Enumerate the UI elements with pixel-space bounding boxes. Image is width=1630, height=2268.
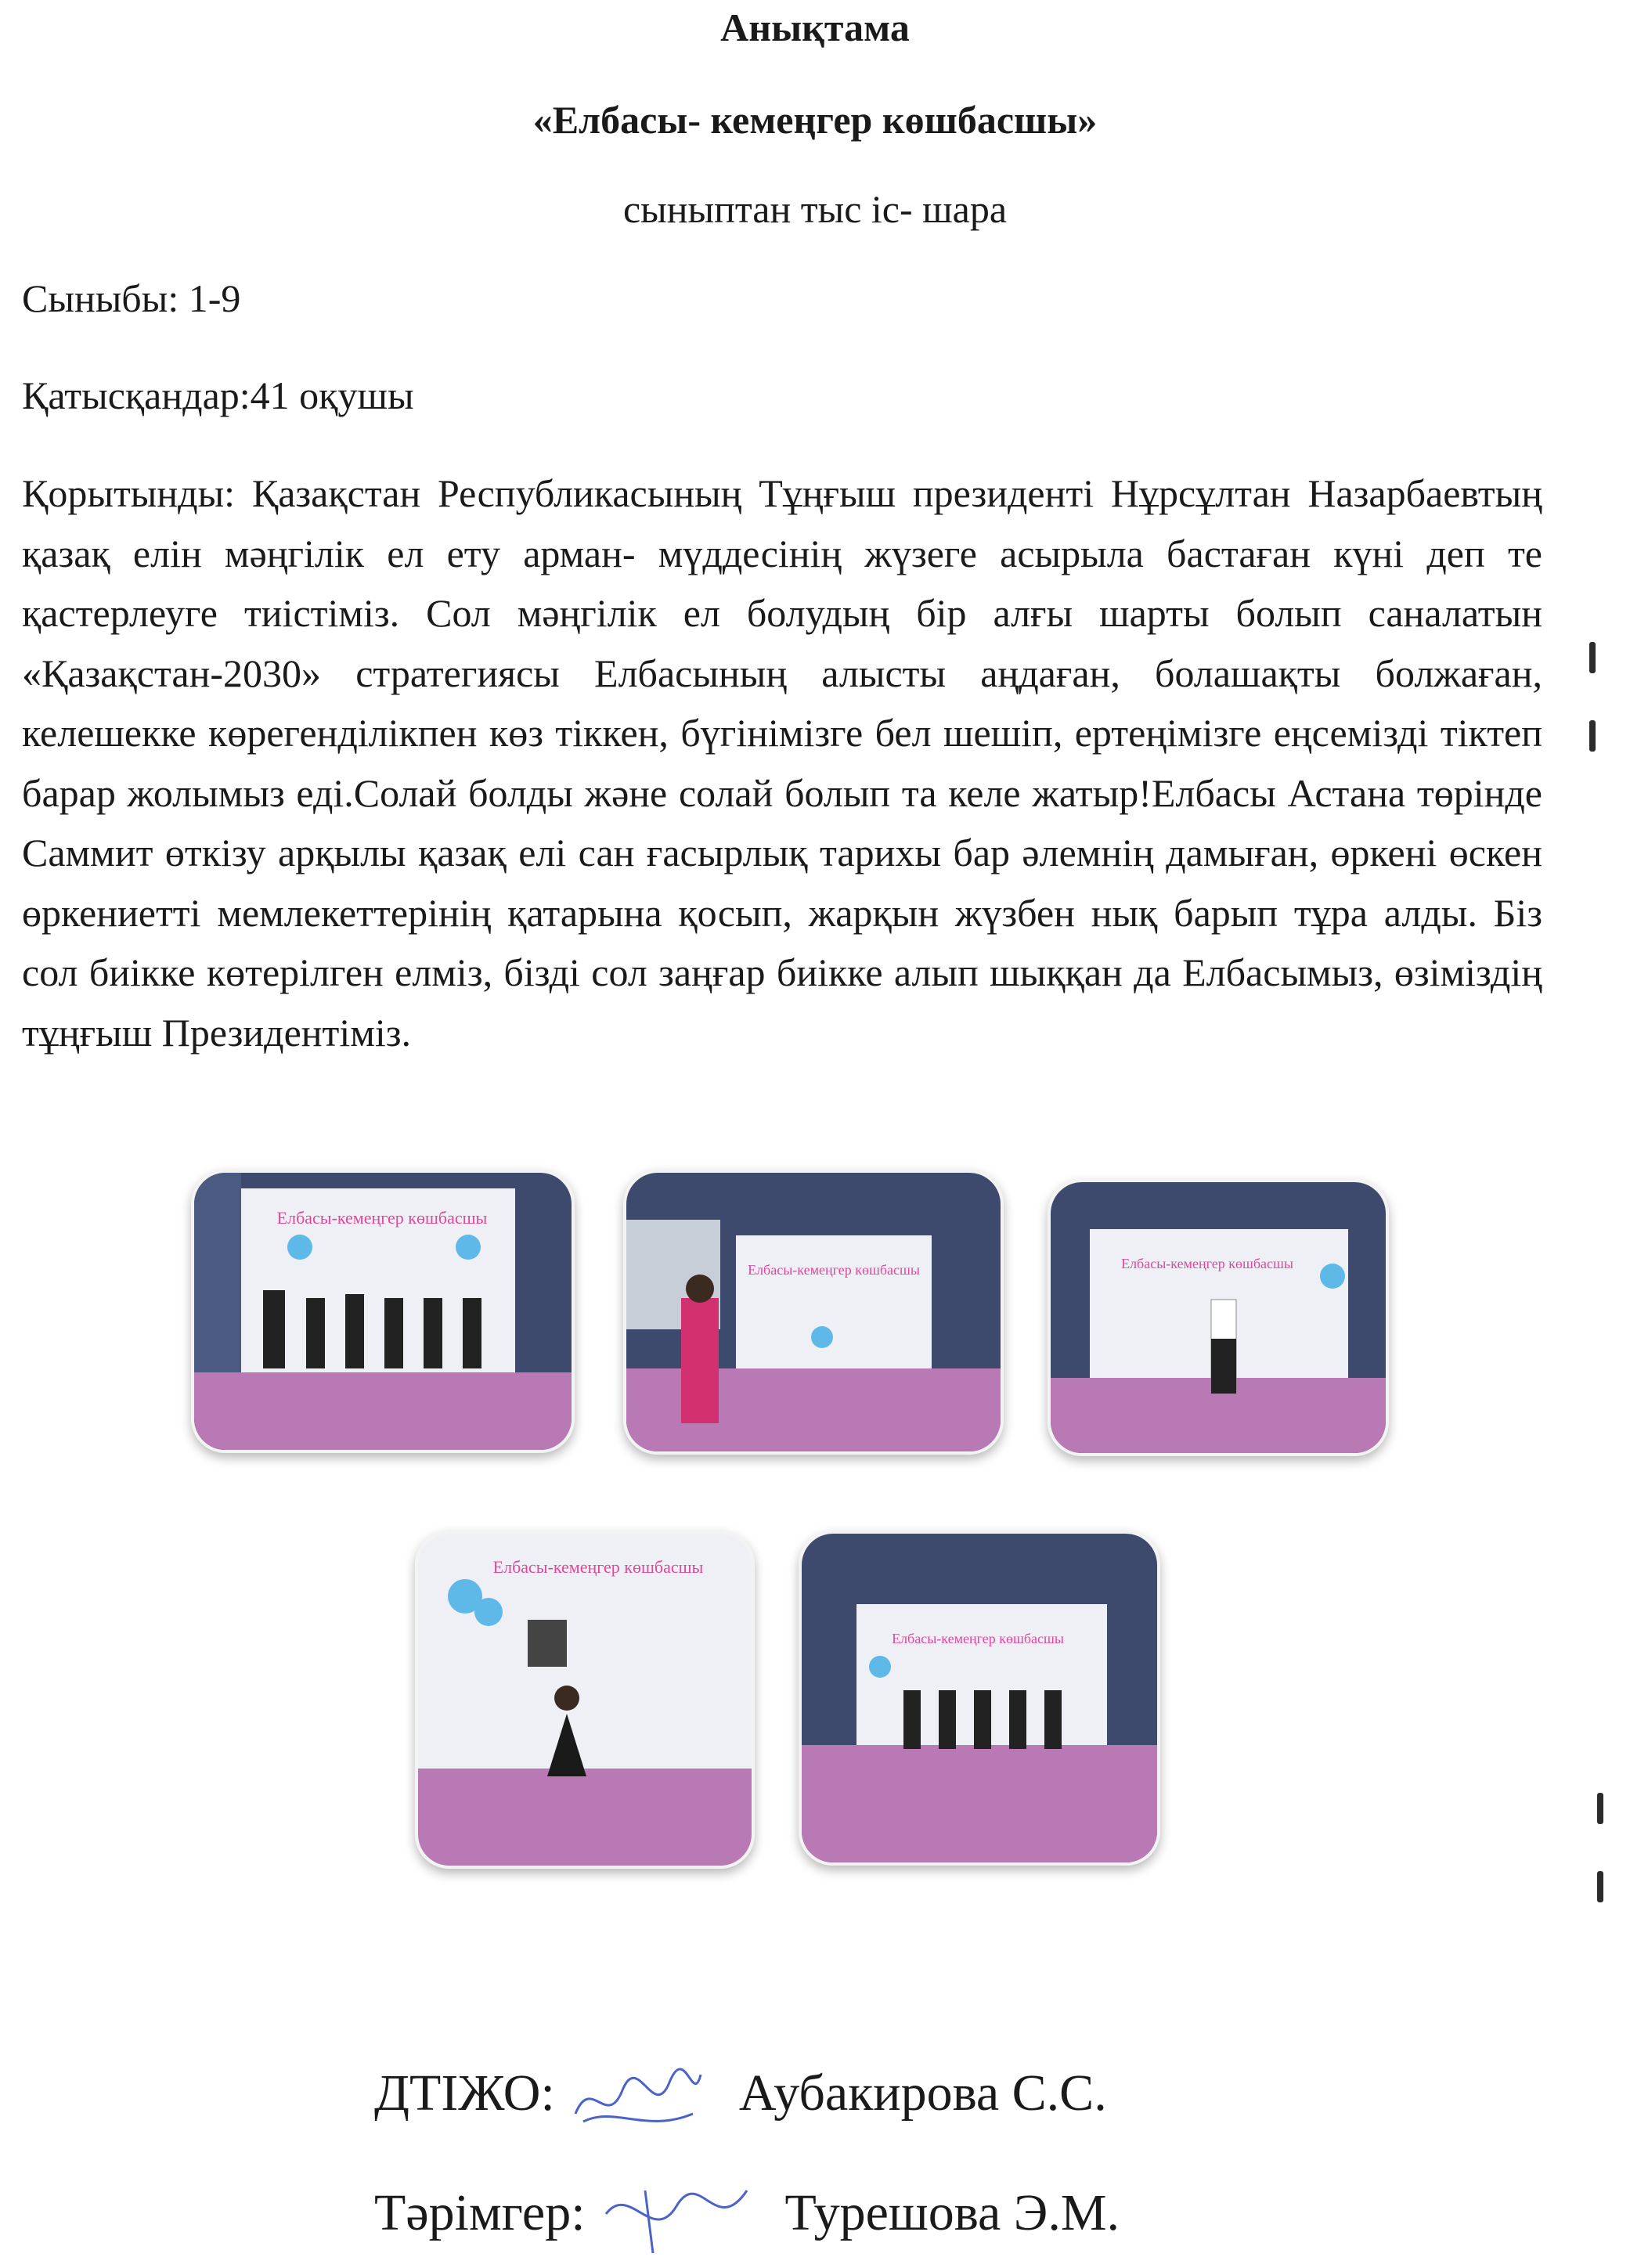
staple-mark [1597,1871,1603,1902]
banner-text: Елбасы-кемеңгер көшбасшы [892,1631,1064,1646]
signature-role: Тәрімгер: [374,2184,586,2242]
banner-text: Елбасы-кемеңгер көшбасшы [748,1262,920,1278]
signature-row-2 [374,2175,1120,2261]
signature-name: Турешова Э.М. [784,2184,1120,2242]
conclusion-paragraph: Қорытынды: Қазақстан Республикасының Тұңғыш президенті Нұрсұлтан Назарбаевтың қазақ елін мәңгілік ел ету арман- мүддесінің жүзеге асырыла бастаған күні деп те қастерлеуге тиістіміз. Сол мәңгілік ел болудың бір алғы шарты болып саналатын «Қазақстан-2030» стратегиясы Елбасының алысты аңдаған, болашақты болжаған, келешекке көрегенділікпен көз тіккен, бүгінімізге бел шешіп, ертеңімізге еңсемізді тіктеп барар жолымыз еді.Солай болды және солай болып та келе жатыр!Елбасы Астана төрінде Саммит өткізу арқылы қазақ елі сан ғасырлық тарихы бар әлемнің дамыған, өркені өскен өркениетті мемлекеттерінің қатарына қосып, жарқын жүзбен нық барып тұра алды. Біз сол биікке көтерілген елміз, бізді сол заңғар биікке алып шыққан да Елбасымыз, өзіміздің тұңғыш Президентіміз. [22,471,1542,1055]
signature-name: Аубакирова С.С. [738,2064,1107,2122]
event-name: «Елбасы- кемеңгер көшбасшы» [532,98,1098,142]
class-line: Сыныбы: 1-9 [22,276,241,320]
staple-mark [1597,1793,1603,1824]
banner-text: Елбасы-кемеңгер көшбасшы [1121,1256,1293,1271]
signature-row-1 [374,2059,1107,2137]
signature-role: ДТІЖО: [374,2064,555,2122]
event-photo-3 [1048,1179,1389,1456]
event-photo-2 [623,1170,1004,1455]
event-type: сыныптан тыс іс- шара [622,187,1008,231]
event-photo-1 [191,1170,575,1453]
event-photo-4 [415,1531,755,1869]
participants-line: Қатысқандар:41 оқушы [22,373,414,417]
staple-mark [1589,720,1596,752]
event-photo-5 [799,1531,1160,1866]
banner-text: Елбасы-кемеңгер көшбасшы [492,1557,704,1577]
document-title: Анықтама [720,5,910,49]
banner-text: Елбасы-кемеңгер көшбасшы [276,1208,488,1228]
handwritten-signature [568,2059,709,2137]
handwritten-signature [598,2175,755,2261]
staple-mark [1589,642,1596,673]
